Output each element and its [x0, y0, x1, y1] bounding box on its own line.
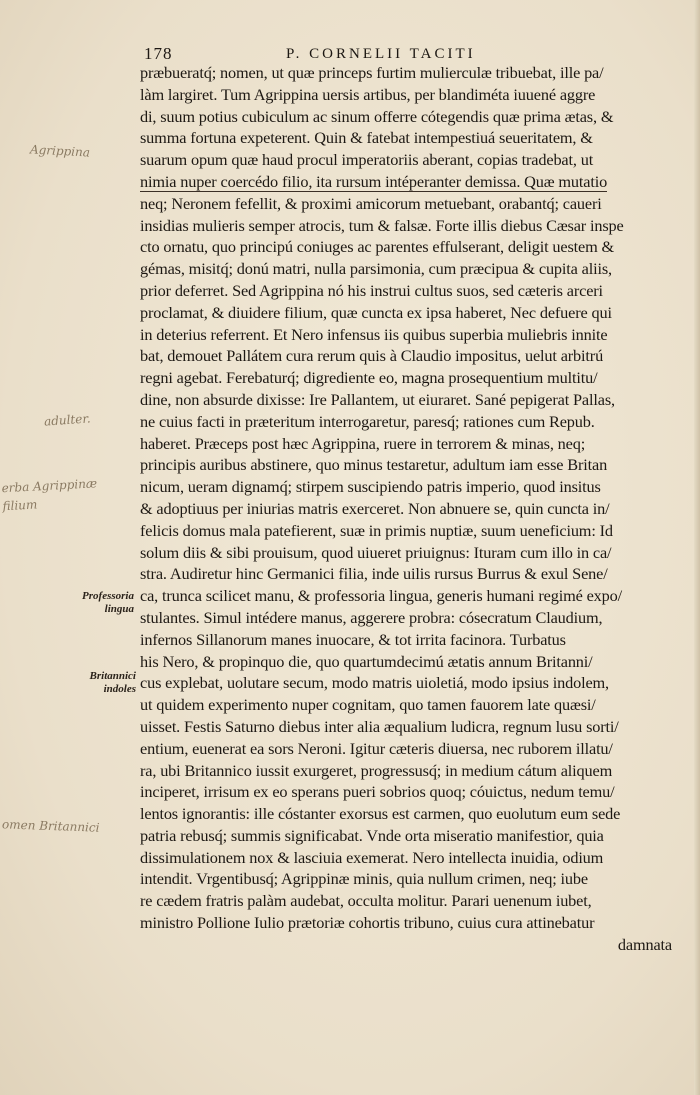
handwritten-note-verba-agrippinae: erba Agrippinæ filium — [1, 476, 98, 514]
text-line — [140, 171, 677, 193]
text-line: dine, non absurde dixisse: Ire Pallantem, ut eiuraret. Sané pepigerat Pallas, — [140, 389, 615, 409]
underlined-text: nimia nuper coercédo filio, ita rursum intéperanter demissa. Quæ mutatio — [140, 171, 608, 191]
catchword: damnata — [617, 934, 672, 954]
text-line: cto ornatu, quo principú coniuges ac parentes effulserant, deligit uestem & — [140, 237, 615, 257]
text-line: dissimulationem nox & lasciuia exemerat. Nero intellecta inuidia, odium — [140, 847, 604, 867]
text-line: re cædem fratris palàm audebat, occulta molitur. Parari uenenum iubet, — [140, 891, 592, 911]
text-line: ut quidem experimento nuper cognitam, quo tamen fauorem late quæsi/ — [140, 695, 596, 715]
text-line: principis auribus abstinere, quo minus testaretur, adultum iam esse Britan — [140, 455, 608, 475]
main-text-block — [140, 62, 677, 956]
text-line: lentos ignorantis: ille cóstanter exorsus est carmen, quo euolutum eum sede — [140, 804, 621, 824]
text-line: neq; Neronem fefellit, & proximi amicorum metuebant, orabantq́; caueri — [140, 193, 602, 213]
text-line: stra. Audiretur hinc Germanici filia, inde uilis rursus Burrus & exul Sene/ — [140, 564, 608, 584]
handwritten-note-adulter: adulter. — [43, 411, 91, 429]
text-line: ne cuius facti in præteritum interrogaretur, paresq́; rationes cum Repub. — [140, 411, 595, 431]
text-line: in deterius referrent. Et Nero infensus iis quibus superbia muliebris innite — [140, 324, 608, 344]
text-line: làm largiret. Tum Agrippina uersis artibus, per blandiméta iuuené aggre — [140, 84, 596, 104]
text-line: summa fortuna expeterent. Quin & fatebat intempestiuá seueritatem, & — [140, 128, 593, 148]
text-line: cus explebat, uolutare secum, modo matris uioletiá, modo ipsius indolem, — [140, 673, 609, 693]
text-line: gémas, misitq́; donú matri, nulla parsimonia, cum præcipua & cupita aliis, — [140, 259, 612, 279]
text-line: ca, trunca scilicet manu, & professoria lingua, generis humani regimé expo/ — [140, 586, 622, 606]
text-line: solum diis & sibi prouisum, quod uiueret priuignus: Ituram cum illo in ca/ — [140, 542, 612, 562]
page-number: 178 — [144, 44, 173, 63]
text-line: præbueratq́; nomen, ut quæ princeps furtim mulierculæ tribuebat, ille pa/ — [140, 63, 604, 82]
handwritten-note-nomen-britannici: omen Britannici — [1, 817, 100, 835]
text-line: stulantes. Simul intédere manus, aggerere probra: cósecratum Claudium, — [140, 607, 603, 627]
text-line: infernos Sillanorum manes inuocare, & tot irrita facinora. Turbatus — [140, 629, 566, 649]
text-line: uisset. Festis Saturno diebus inter alia æqualium ludicra, regnum lusu sorti/ — [140, 716, 619, 736]
text-line: ra, ubi Britannico iussit exurgeret, progressusq́; in medium cátum aliquem — [140, 760, 613, 780]
text-line: entium, euenerat ea sors Neroni. Igitur cæteris diuersa, nec ruborem illatu/ — [140, 738, 613, 758]
printed-note-professoria: Professoria lingua — [82, 590, 134, 615]
handwritten-note-agrippina: Agrippina — [29, 142, 91, 160]
text-line: haberet. Præceps post hæc Agrippina, ruere in terrorem & minas, neq; — [140, 433, 586, 453]
text-line: insidias mulieris semper atrocis, tum & falsæ. Forte illis diebus Cæsar inspe — [140, 215, 624, 235]
text-line: proclamat, & diuidere filium, quæ cuncta ex ipsa haberet, Nec defuere qui — [140, 302, 612, 322]
text-line: his Nero, & propinquo die, quo quartumdecimú ætatis annum Britanni/ — [140, 651, 593, 671]
running-head: P. CORNELII TACITI — [286, 46, 476, 62]
text-line: di, suum potius cubiculum ac sinum offerre cótegendis quæ prima ætas, & — [140, 106, 614, 126]
page-edge — [694, 0, 700, 1095]
text-line: suarum opum quæ haud procul imperatoriis aberant, copias tradebat, ut — [140, 150, 594, 170]
text-line: ministro Pollione Iulio prætoriæ cohortis tribuno, cuius cura attinebatur — [140, 913, 595, 933]
text-line: regni agebat. Ferebaturq́; digrediente eo, magna prosequentium multitu/ — [140, 368, 598, 388]
printed-note-britannici: Britannici indoles — [89, 670, 136, 695]
text-line: felicis domus mala patefierent, suæ in primis nuptiæ, suum ueneficium: Id — [140, 520, 613, 540]
text-line: prior deferret. Sed Agrippina nó his instrui cultus suos, sed cæteris arceri — [140, 280, 603, 300]
text-line: nicum, ueram dignamq́; stirpem suscipiendo patris imperio, quod insitus — [140, 477, 601, 497]
text-line: inciperet, irrisum ex eo sperans pueri sobrios quoq; cóuictus, nedum temu/ — [140, 782, 615, 802]
text-line: intendit. Vrgentibusq́; Agrippinæ minis, quia nullum crimen, neq; iube — [140, 869, 588, 889]
text-line: & adoptiuus per iniurias matris exerceret. Non abnuere se, quin cuncta in/ — [140, 498, 610, 518]
text-line: patria rebusq́; summis significabat. Vnde orta miseratio manifestior, quia — [140, 825, 604, 845]
text-line: bat, demouet Pallátem cura rerum quis à Claudio impositus, uelut arbitrú — [140, 346, 604, 366]
